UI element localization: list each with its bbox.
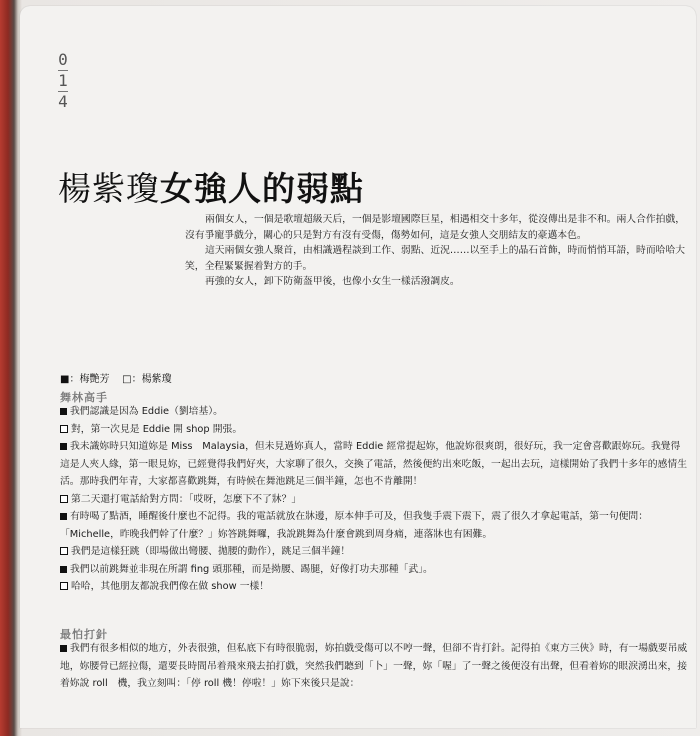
speaker-legend: [60, 370, 172, 385]
dialog-section-2: [60, 640, 690, 693]
speaker-a: ■：梅艷芳: [60, 374, 110, 385]
speaker-a-marker-icon: [60, 566, 67, 573]
dialog-text: 有時喝了點酒，睡醒後什麼也不記得。我的電話就放在牀邊，原本伸手可及，但我隻手震下震下，震了很久才拿起電話，第一句便問：「Michelle，昨晚我們幹了什麼？」妳答跳舞囉，我說跳舞為什麼會跳到周身痛，連落牀也有困難。: [60, 511, 649, 540]
dialog-line: [60, 438, 690, 491]
intro-paragraph: 這天兩個女強人聚首，由相識過程談到工作、弱點、近況……以至手上的晶石首飾，時而悄悄耳語，時而哈哈大笑，全程緊緊握着對方的手。: [185, 245, 686, 272]
intro-paragraphs: [185, 212, 693, 290]
dialog-text: 我未識妳時只知道妳是 Miss Malaysia，但未見過妳真人，當時 Eddie 經常提起妳，他說妳很爽朗，很好玩，我一定會喜歡跟妳玩。我覺得這是人夾人緣，第一眼見妳，已經覺得我們好夾，大家聊了很久，交換了電話，然後便約出來吃飯，一起出去玩，這樣開始了我們十多年的感情生活。那時我們年青，大家都喜歡跳舞，有時候在舞池跳足三個半鐘，怎也不肯離開！: [60, 441, 687, 487]
dialog-text: 我們是這樣狂跳（即場做出彎腰、拋腰的動作），跳足三個半鐘！: [71, 546, 351, 557]
intro-paragraph: 再強的女人，卸下防衛盔甲後，也像小女生一樣活潑調皮。: [205, 276, 460, 288]
dialog-text: 我們以前跳舞並非現在所謂 fing 頭那種，而是拗腰、踢腿，好像打功夫那種「武」。: [70, 563, 433, 575]
page-number: [56, 52, 70, 110]
dialog-line: [60, 403, 690, 421]
speaker-b: □：楊紫瓊: [122, 374, 172, 385]
speaker-a-marker-icon: [60, 513, 67, 520]
page-number-digit: 4: [58, 92, 68, 111]
dialog-text: 第二天還打電話給對方問：「哎呀，怎麼下不了牀？」: [71, 493, 302, 505]
page-number-digit: 1: [58, 71, 68, 90]
dialog-section-1: [60, 403, 690, 596]
section-heading: 最怕打針: [60, 628, 108, 641]
speaker-a-marker-icon: [60, 645, 67, 652]
section-heading: 舞林高手: [60, 391, 108, 404]
dialog-text: 哈哈，其他朋友都說我們像在做 show 一樣！: [71, 581, 270, 592]
dialog-line: [60, 508, 690, 543]
intro-paragraph: 兩個女人，一個是歌壇超級天后，一個是影壇國際巨星，相遇相交十多年，從沒傳出是非不和。兩人合作拍戲，沒有爭寵爭戲分，關心的只是對方有沒有受傷，傷勢如何，這是女強人交朋結友的豪邁本色。: [185, 214, 686, 241]
dialog-line: [60, 543, 690, 561]
article-title: [58, 169, 364, 209]
speaker-b-marker-icon: [60, 582, 68, 590]
dialog-text: 我們有很多相似的地方，外表很強，但私底下有時很脆弱，妳拍戲受傷可以不哼一聲，但卻不肯打針。記得拍《東方三俠》時，有一場戲要吊威地，妳腰骨已經拉傷，還要長時間吊着飛來飛去拍打戲，突然我們聽到「卜」一聲，妳「喔」了一聲之後便沒有出聲，但看着妳的眼淚湧出來，接着妳說 roll 機，我立刻叫：「停 roll 機！停啦！」妳下來後只是說：: [60, 643, 688, 689]
speaker-b-marker-icon: [60, 547, 68, 555]
speaker-b-marker-icon: [60, 425, 68, 433]
dialog-line: [60, 578, 690, 596]
dialog-line: [60, 491, 690, 509]
speaker-a-marker-icon: [60, 408, 67, 415]
dialog-line: [60, 640, 690, 693]
title-name: 楊紫瓊: [58, 169, 160, 208]
book-page: [20, 6, 696, 728]
page-number-digit: 0: [58, 50, 68, 69]
dialog-text: 我們認識是因為 Eddie（劉培基）。: [70, 406, 223, 417]
speaker-a-marker-icon: [60, 443, 67, 450]
dialog-line: [60, 421, 690, 439]
dialog-line: [60, 561, 690, 579]
speaker-b-marker-icon: [60, 495, 68, 503]
dialog-text: 對，第一次見是 Eddie 開 shop 開張。: [71, 423, 243, 435]
title-headline: 女強人的弱點: [160, 169, 364, 208]
